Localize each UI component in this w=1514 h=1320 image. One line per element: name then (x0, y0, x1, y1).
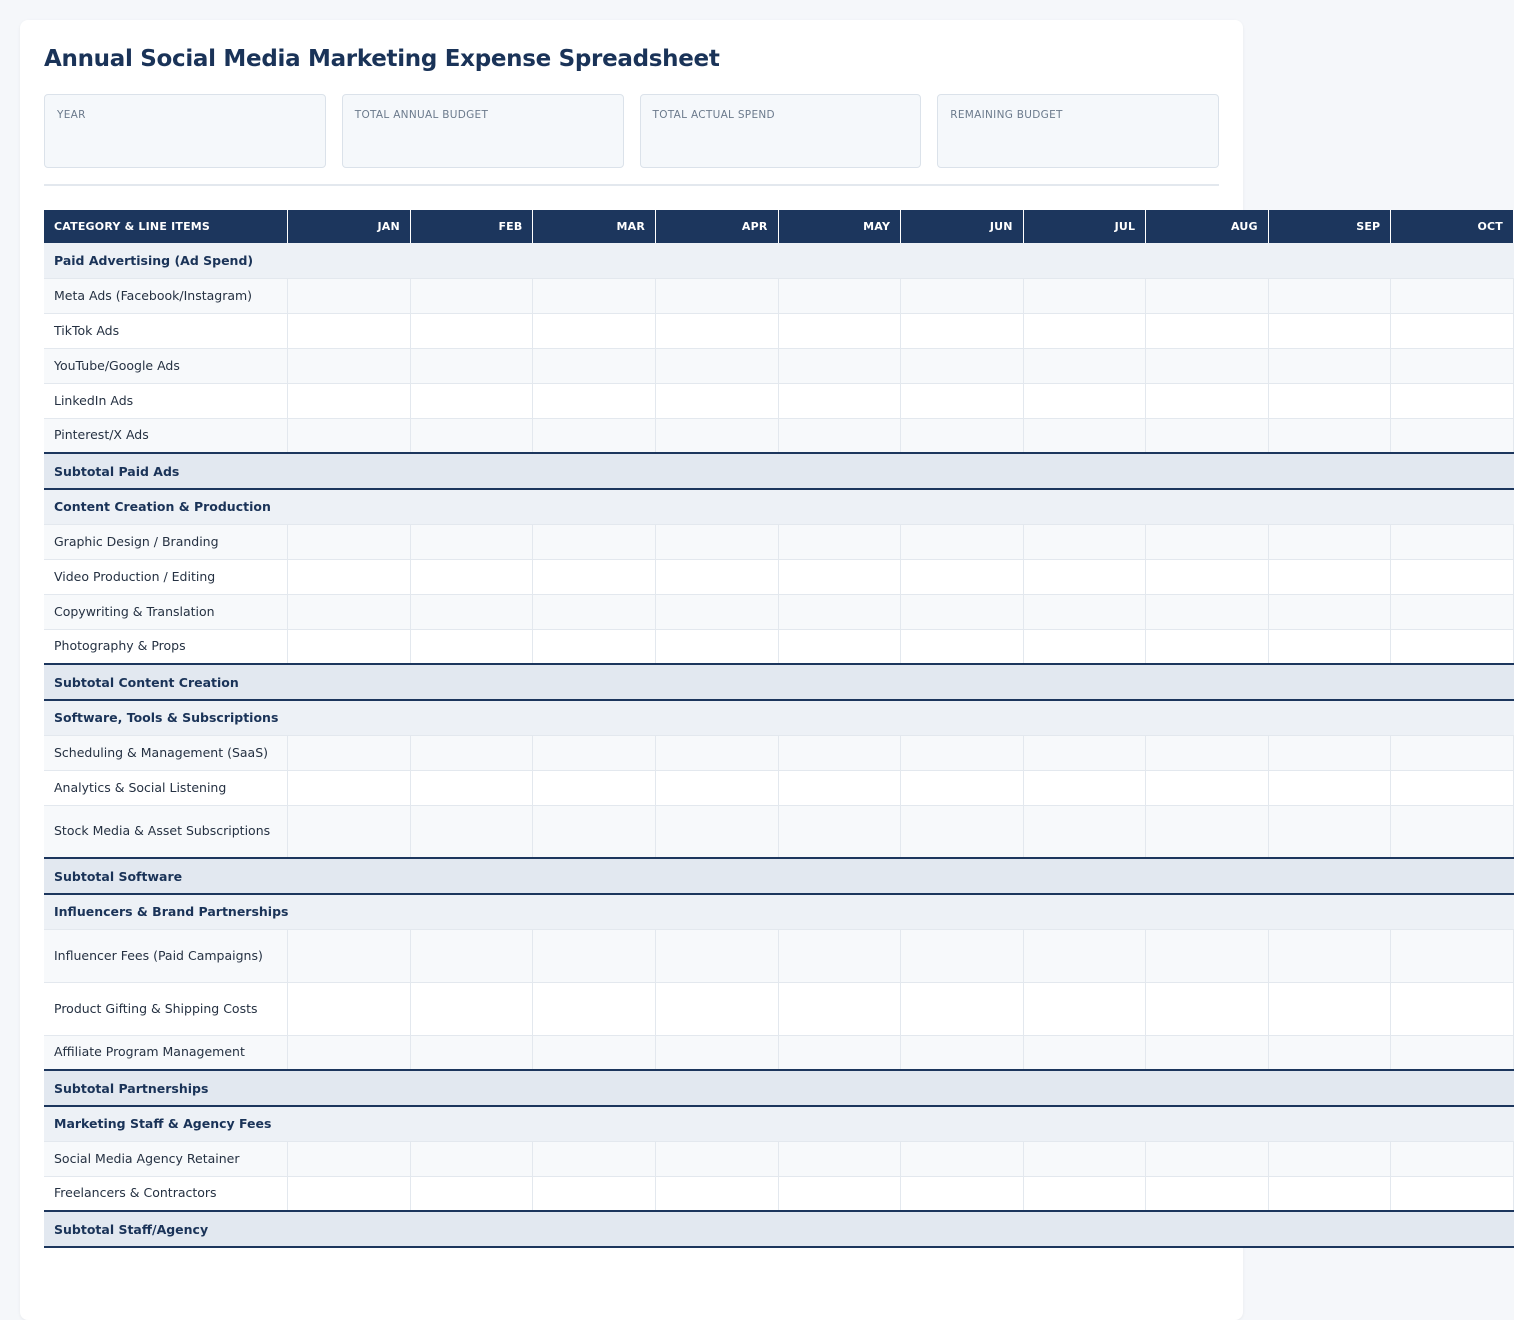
month-amount-cell[interactable] (1391, 313, 1514, 348)
month-amount-cell[interactable] (1023, 770, 1146, 805)
stat-label: TOTAL ACTUAL SPEND (652, 109, 775, 121)
table-row (44, 418, 1514, 453)
table-row (44, 594, 1514, 629)
subtotal-label: Subtotal Content Creation (44, 664, 1514, 700)
month-amount-cell[interactable] (410, 313, 533, 348)
month-amount-cell[interactable] (778, 1176, 901, 1211)
month-amount-cell[interactable] (656, 1035, 779, 1070)
month-amount-cell[interactable] (288, 383, 411, 418)
month-amount-cell[interactable] (656, 278, 779, 313)
month-amount-cell[interactable] (1146, 929, 1269, 982)
month-amount-cell[interactable] (901, 629, 1024, 664)
month-amount-cell[interactable] (1391, 805, 1514, 858)
stat-remaining-budget (937, 94, 1219, 168)
line-item-label: Photography & Props (44, 629, 288, 664)
month-amount-cell[interactable] (1146, 1176, 1269, 1211)
table-body (44, 243, 1514, 1247)
month-amount-cell[interactable] (1268, 524, 1391, 559)
month-amount-cell[interactable] (656, 1176, 779, 1211)
month-amount-cell[interactable] (410, 383, 533, 418)
month-column-header: MAY (778, 210, 901, 243)
table-row (44, 1035, 1514, 1070)
month-amount-cell[interactable] (1146, 629, 1269, 664)
month-amount-cell[interactable] (410, 348, 533, 383)
month-amount-cell[interactable] (656, 982, 779, 1035)
month-amount-cell[interactable] (288, 1176, 411, 1211)
month-amount-cell[interactable] (656, 383, 779, 418)
month-amount-cell[interactable] (410, 629, 533, 664)
month-amount-cell[interactable] (533, 1035, 656, 1070)
month-amount-cell[interactable] (1023, 805, 1146, 858)
table-row (44, 1176, 1514, 1211)
line-item-label: Graphic Design / Branding (44, 524, 288, 559)
month-amount-cell[interactable] (288, 629, 411, 664)
month-amount-cell[interactable] (778, 1035, 901, 1070)
month-amount-cell[interactable] (1391, 629, 1514, 664)
page-title: Annual Social Media Marketing Expense Spreadsheet (44, 46, 720, 72)
month-column-header: FEB (410, 210, 533, 243)
subtotal-label: Subtotal Staff/Agency (44, 1211, 1514, 1247)
month-amount-cell[interactable] (288, 524, 411, 559)
month-amount-cell[interactable] (901, 735, 1024, 770)
section-header-row (44, 489, 1514, 524)
month-amount-cell[interactable] (1146, 770, 1269, 805)
table-row (44, 559, 1514, 594)
month-amount-cell[interactable] (656, 929, 779, 982)
month-amount-cell[interactable] (288, 594, 411, 629)
month-amount-cell[interactable] (410, 524, 533, 559)
month-column-header: AUG (1146, 210, 1269, 243)
month-amount-cell[interactable] (533, 735, 656, 770)
month-amount-cell[interactable] (1146, 594, 1269, 629)
month-amount-cell[interactable] (1268, 559, 1391, 594)
month-amount-cell[interactable] (778, 629, 901, 664)
month-amount-cell[interactable] (1146, 1035, 1269, 1070)
section-header-row (44, 894, 1514, 929)
section-title: Marketing Staff & Agency Fees (44, 1106, 1514, 1141)
line-item-label: Social Media Agency Retainer (44, 1141, 288, 1176)
month-amount-cell[interactable] (1023, 348, 1146, 383)
month-amount-cell[interactable] (778, 524, 901, 559)
month-amount-cell[interactable] (533, 629, 656, 664)
subtotal-label: Subtotal Software (44, 858, 1514, 894)
stat-year (44, 94, 326, 168)
expense-sheet-card (20, 20, 1503, 1320)
month-amount-cell[interactable] (533, 383, 656, 418)
month-amount-cell[interactable] (1023, 313, 1146, 348)
month-amount-cell[interactable] (901, 1176, 1024, 1211)
month-amount-cell[interactable] (1391, 418, 1514, 453)
month-amount-cell[interactable] (778, 418, 901, 453)
month-amount-cell[interactable] (1268, 735, 1391, 770)
subtotal-row (44, 1070, 1514, 1106)
month-amount-cell[interactable] (533, 278, 656, 313)
month-column-header: JAN (288, 210, 411, 243)
month-amount-cell[interactable] (1023, 559, 1146, 594)
section-title: Paid Advertising (Ad Spend) (44, 243, 1514, 278)
line-item-label: Freelancers & Contractors (44, 1176, 288, 1211)
line-item-label: Product Gifting & Shipping Costs (44, 982, 288, 1035)
category-column-header: CATEGORY & LINE ITEMS (44, 210, 288, 243)
month-amount-cell[interactable] (656, 418, 779, 453)
line-item-label: Influencer Fees (Paid Campaigns) (44, 929, 288, 982)
month-amount-cell[interactable] (1146, 524, 1269, 559)
month-amount-cell[interactable] (288, 735, 411, 770)
expense-table-scroll[interactable] (44, 210, 1503, 1310)
month-amount-cell[interactable] (1391, 735, 1514, 770)
month-amount-cell[interactable] (1268, 313, 1391, 348)
month-amount-cell[interactable] (901, 524, 1024, 559)
month-amount-cell[interactable] (533, 313, 656, 348)
month-amount-cell[interactable] (533, 1141, 656, 1176)
month-amount-cell[interactable] (778, 278, 901, 313)
month-column-header: JUL (1023, 210, 1146, 243)
stat-total-annual-budget (342, 94, 624, 168)
table-row (44, 805, 1514, 858)
month-amount-cell[interactable] (1268, 383, 1391, 418)
section-title: Influencers & Brand Partnerships (44, 894, 1514, 929)
month-amount-cell[interactable] (656, 735, 779, 770)
month-amount-cell[interactable] (778, 805, 901, 858)
month-column-header: SEP (1268, 210, 1391, 243)
month-column-header: JUN (901, 210, 1024, 243)
month-amount-cell[interactable] (1268, 770, 1391, 805)
month-amount-cell[interactable] (1391, 559, 1514, 594)
month-amount-cell[interactable] (778, 594, 901, 629)
month-amount-cell[interactable] (656, 313, 779, 348)
month-amount-cell[interactable] (1391, 594, 1514, 629)
month-amount-cell[interactable] (288, 770, 411, 805)
month-amount-cell[interactable] (1268, 594, 1391, 629)
month-amount-cell[interactable] (656, 770, 779, 805)
month-amount-cell[interactable] (1023, 735, 1146, 770)
line-item-label: YouTube/Google Ads (44, 348, 288, 383)
month-amount-cell[interactable] (901, 805, 1024, 858)
month-amount-cell[interactable] (410, 770, 533, 805)
month-amount-cell[interactable] (1268, 1176, 1391, 1211)
stat-label: YEAR (57, 109, 86, 121)
table-row (44, 629, 1514, 664)
month-amount-cell[interactable] (1146, 278, 1269, 313)
month-amount-cell[interactable] (1146, 313, 1269, 348)
month-amount-cell[interactable] (1146, 418, 1269, 453)
month-amount-cell[interactable] (288, 1141, 411, 1176)
month-amount-cell[interactable] (778, 735, 901, 770)
subtotal-row (44, 453, 1514, 489)
stat-label: REMAINING BUDGET (950, 109, 1063, 121)
month-amount-cell[interactable] (1146, 735, 1269, 770)
month-amount-cell[interactable] (656, 629, 779, 664)
section-header-row (44, 700, 1514, 735)
month-amount-cell[interactable] (410, 805, 533, 858)
month-amount-cell[interactable] (901, 418, 1024, 453)
month-amount-cell[interactable] (1391, 524, 1514, 559)
table-row (44, 770, 1514, 805)
month-amount-cell[interactable] (656, 1141, 779, 1176)
month-amount-cell[interactable] (410, 1141, 533, 1176)
month-amount-cell[interactable] (1268, 1141, 1391, 1176)
month-amount-cell[interactable] (1268, 805, 1391, 858)
month-amount-cell[interactable] (533, 805, 656, 858)
table-row (44, 278, 1514, 313)
month-amount-cell[interactable] (1146, 348, 1269, 383)
month-amount-cell[interactable] (410, 594, 533, 629)
month-amount-cell[interactable] (778, 770, 901, 805)
month-amount-cell[interactable] (288, 982, 411, 1035)
month-amount-cell[interactable] (901, 982, 1024, 1035)
line-item-label: Stock Media & Asset Subscriptions (44, 805, 288, 858)
month-amount-cell[interactable] (656, 348, 779, 383)
subtotal-label: Subtotal Partnerships (44, 1070, 1514, 1106)
month-amount-cell[interactable] (656, 559, 779, 594)
month-amount-cell[interactable] (288, 1035, 411, 1070)
month-amount-cell[interactable] (901, 1141, 1024, 1176)
month-amount-cell[interactable] (533, 348, 656, 383)
subtotal-row (44, 664, 1514, 700)
month-amount-cell[interactable] (901, 313, 1024, 348)
month-amount-cell[interactable] (1146, 383, 1269, 418)
month-amount-cell[interactable] (288, 805, 411, 858)
line-item-label: Affiliate Program Management (44, 1035, 288, 1070)
month-amount-cell[interactable] (656, 805, 779, 858)
month-amount-cell[interactable] (288, 348, 411, 383)
month-amount-cell[interactable] (1146, 1141, 1269, 1176)
month-amount-cell[interactable] (1023, 1176, 1146, 1211)
month-amount-cell[interactable] (901, 278, 1024, 313)
section-title: Software, Tools & Subscriptions (44, 700, 1514, 735)
month-amount-cell[interactable] (410, 982, 533, 1035)
subtotal-label: Subtotal Paid Ads (44, 453, 1514, 489)
month-amount-cell[interactable] (410, 735, 533, 770)
month-amount-cell[interactable] (901, 559, 1024, 594)
month-amount-cell[interactable] (533, 770, 656, 805)
month-amount-cell[interactable] (533, 929, 656, 982)
expense-table (44, 210, 1514, 1248)
month-amount-cell[interactable] (1268, 418, 1391, 453)
table-header-row (44, 210, 1514, 243)
line-item-label: Scheduling & Management (SaaS) (44, 735, 288, 770)
month-amount-cell[interactable] (1391, 1035, 1514, 1070)
month-amount-cell[interactable] (778, 929, 901, 982)
month-amount-cell[interactable] (1023, 1035, 1146, 1070)
month-amount-cell[interactable] (1023, 524, 1146, 559)
month-amount-cell[interactable] (288, 929, 411, 982)
subtotal-row (44, 1211, 1514, 1247)
month-amount-cell[interactable] (901, 348, 1024, 383)
month-amount-cell[interactable] (288, 418, 411, 453)
month-column-header: APR (656, 210, 779, 243)
line-item-label: TikTok Ads (44, 313, 288, 348)
month-amount-cell[interactable] (778, 1141, 901, 1176)
month-amount-cell[interactable] (1268, 348, 1391, 383)
month-amount-cell[interactable] (778, 982, 901, 1035)
table-row (44, 929, 1514, 982)
month-amount-cell[interactable] (1023, 418, 1146, 453)
month-amount-cell[interactable] (1023, 629, 1146, 664)
month-amount-cell[interactable] (1391, 348, 1514, 383)
month-amount-cell[interactable] (288, 559, 411, 594)
line-item-label: Copywriting & Translation (44, 594, 288, 629)
month-amount-cell[interactable] (1268, 629, 1391, 664)
table-row (44, 348, 1514, 383)
month-amount-cell[interactable] (1268, 982, 1391, 1035)
month-amount-cell[interactable] (1391, 1176, 1514, 1211)
month-amount-cell[interactable] (533, 524, 656, 559)
month-amount-cell[interactable] (410, 929, 533, 982)
month-amount-cell[interactable] (533, 982, 656, 1035)
month-amount-cell[interactable] (288, 313, 411, 348)
month-amount-cell[interactable] (778, 313, 901, 348)
month-amount-cell[interactable] (1268, 929, 1391, 982)
month-amount-cell[interactable] (778, 383, 901, 418)
month-amount-cell[interactable] (656, 524, 779, 559)
section-header-row (44, 1106, 1514, 1141)
subtotal-row (44, 858, 1514, 894)
month-amount-cell[interactable] (1146, 805, 1269, 858)
section-header-row (44, 243, 1514, 278)
month-amount-cell[interactable] (1023, 929, 1146, 982)
month-amount-cell[interactable] (1023, 594, 1146, 629)
month-amount-cell[interactable] (1391, 383, 1514, 418)
month-amount-cell[interactable] (533, 418, 656, 453)
table-row (44, 982, 1514, 1035)
month-amount-cell[interactable] (1391, 982, 1514, 1035)
table-row (44, 735, 1514, 770)
month-amount-cell[interactable] (901, 1035, 1024, 1070)
month-amount-cell[interactable] (778, 348, 901, 383)
table-row (44, 313, 1514, 348)
month-amount-cell[interactable] (1391, 1141, 1514, 1176)
month-amount-cell[interactable] (288, 278, 411, 313)
line-item-label: Analytics & Social Listening (44, 770, 288, 805)
month-amount-cell[interactable] (1391, 770, 1514, 805)
month-column-header: MAR (533, 210, 656, 243)
month-amount-cell[interactable] (778, 559, 901, 594)
month-column-header: OCT (1391, 210, 1514, 243)
month-amount-cell[interactable] (901, 770, 1024, 805)
table-row (44, 383, 1514, 418)
month-amount-cell[interactable] (410, 1176, 533, 1211)
month-amount-cell[interactable] (901, 929, 1024, 982)
month-amount-cell[interactable] (1391, 929, 1514, 982)
month-amount-cell[interactable] (1268, 1035, 1391, 1070)
table-row (44, 524, 1514, 559)
month-amount-cell[interactable] (1023, 278, 1146, 313)
month-amount-cell[interactable] (656, 594, 779, 629)
month-amount-cell[interactable] (1146, 559, 1269, 594)
stat-label: TOTAL ANNUAL BUDGET (354, 109, 489, 121)
month-amount-cell[interactable] (1023, 383, 1146, 418)
month-amount-cell[interactable] (1391, 278, 1514, 313)
divider (44, 184, 1219, 186)
month-amount-cell[interactable] (1023, 982, 1146, 1035)
month-amount-cell[interactable] (410, 559, 533, 594)
month-amount-cell[interactable] (1023, 1141, 1146, 1176)
month-amount-cell[interactable] (533, 1176, 656, 1211)
month-amount-cell[interactable] (1268, 278, 1391, 313)
month-amount-cell[interactable] (901, 383, 1024, 418)
month-amount-cell[interactable] (410, 278, 533, 313)
line-item-label: Video Production / Editing (44, 559, 288, 594)
month-amount-cell[interactable] (410, 418, 533, 453)
month-amount-cell[interactable] (533, 559, 656, 594)
line-item-label: Pinterest/X Ads (44, 418, 288, 453)
month-amount-cell[interactable] (533, 594, 656, 629)
summary-stats (44, 94, 1219, 168)
month-amount-cell[interactable] (901, 594, 1024, 629)
table-row (44, 1141, 1514, 1176)
month-amount-cell[interactable] (1146, 982, 1269, 1035)
section-title: Content Creation & Production (44, 489, 1514, 524)
month-amount-cell[interactable] (410, 1035, 533, 1070)
line-item-label: Meta Ads (Facebook/Instagram) (44, 278, 288, 313)
line-item-label: LinkedIn Ads (44, 383, 288, 418)
stat-total-actual-spend (640, 94, 922, 168)
